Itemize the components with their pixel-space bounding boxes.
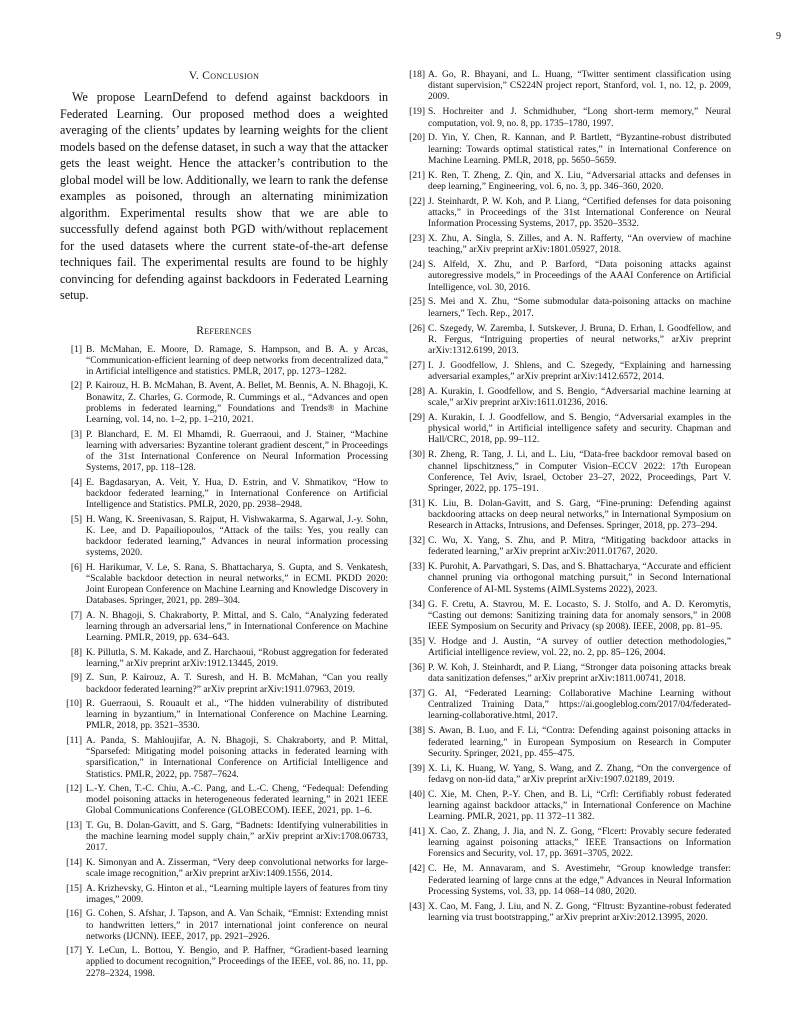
- reference-entry: [60, 858, 388, 880]
- reference-text: G. AI, “Federated Learning: Collaborative Machine Learning without Centralized Training Data,” https://ai.googleblog.com/2017/04/federated-learning-collaborative.html, 2017.: [428, 689, 731, 722]
- reference-number: [38]: [409, 726, 425, 737]
- reference-number: [8]: [70, 647, 82, 658]
- reference-number: [26]: [409, 323, 425, 334]
- reference-entry: [403, 562, 731, 596]
- reference-text: A. N. Bhagoji, S. Chakraborty, P. Mittal, and S. Calo, “Analyzing federated learning through an adversarial lens,” in International Conference on Machine Learning. PMLR, 2019, pp. 634–643.: [86, 610, 388, 644]
- reference-number: [9]: [70, 673, 82, 684]
- reference-text: I. J. Goodfellow, J. Shlens, and C. Szegedy, “Explaining and harnessing adversarial examples,” arXiv preprint arXiv:1412.6572, 2014.: [428, 360, 731, 383]
- reference-text: S. Awan, B. Luo, and F. Li, “Contra: Defending against poisoning attacks in federated learning,” in European Symposium on Research in Computer Security. Springer, 2021, pp. 455–475.: [428, 726, 731, 759]
- reference-number: [22]: [409, 196, 425, 207]
- reference-entry: [60, 699, 388, 733]
- reference-text: G. Cohen, S. Afshar, J. Tapson, and A. Van Schaik, “Emnist: Extending mnist to handwritten letters,” in 2017 international joint conference on neural networks (IJCNN). IEEE, 2017, pp. 2921–2926.: [86, 909, 388, 942]
- reference-number: [28]: [409, 386, 425, 397]
- reference-entry: [403, 499, 731, 533]
- reference-text: Z. Sun, P. Kairouz, A. T. Suresh, and H. B. McMahan, “Can you really backdoor federated learning?” arXiv preprint arXiv:1911.07963, 2019.: [86, 673, 388, 695]
- reference-entry: [60, 345, 388, 379]
- reference-number: [39]: [409, 763, 425, 774]
- reference-text: D. Yin, Y. Chen, R. Kannan, and P. Bartlett, “Byzantine-robust distributed learning: Towards optimal statistical rates,” in International Conference on Machine Learning. PMLR, 2018, pp. 5650–5659.: [428, 133, 731, 166]
- reference-number: [30]: [409, 450, 425, 461]
- reference-text: R. Guerraoui, S. Rouault et al., “The hidden vulnerability of distributed learning in byzantium,” in International Conference on Machine Learning. PMLR, 2018, pp. 3521–3530.: [86, 699, 388, 732]
- reference-text: S. Hochreiter and J. Schmidhuber, “Long short-term memory,” Neural computation, vol. 9, no. 8, pp. 1735–1780, 1997.: [428, 107, 731, 129]
- reference-entry: [403, 637, 731, 659]
- reference-number: [23]: [409, 234, 425, 245]
- reference-text: A. Go, R. Bhayani, and L. Huang, “Twitter sentiment classification using distant supervision,” CS224N project report, Stanford, vol. 1, no. 12, p. 2009, 2009.: [428, 70, 731, 103]
- reference-entry: [60, 648, 388, 670]
- reference-text: L.-Y. Chen, T.-C. Chiu, A.-C. Pang, and L.-C. Cheng, “Fedequal: Defending model poisoning attacks in heterogeneous federated learning,” in 2021 IEEE Global Communications Conference (GLOBECOM). IEEE, 2021, pp. 1–6.: [86, 784, 388, 817]
- reference-entry: [60, 563, 388, 608]
- reference-number: [31]: [409, 498, 425, 509]
- reference-text: C. Szegedy, W. Zaremba, I. Sutskever, J. Bruna, D. Erhan, I. Goodfellow, and R. Fergus, “Intriguing properties of neural networks,” arXiv preprint arXiv:1312.6199, 2013.: [428, 323, 731, 356]
- reference-text: P. Kairouz, H. B. McMahan, B. Avent, A. Bellet, M. Bennis, A. N. Bhagoji, K. Bonawitz, Z. Charles, G. Cormode, R. Cummings et al., “Advances and open problems in federated learning,” Foundations and Trends® in Machine Learning, vol. 14, no. 1–2, pp. 1–210, 2021.: [86, 381, 388, 426]
- reference-entry: [403, 107, 731, 129]
- reference-text: A. Panda, S. Mahloujifar, A. N. Bhagoji, S. Chakraborty, and P. Mittal, “Sparsefed: Mitigating model poisoning attacks in federated learning with sparsification,” in International Conference on Artificial Intelligence and Statistics. PMLR, 2022, pp. 7587–7624.: [86, 735, 388, 780]
- reference-number: [1]: [70, 344, 82, 355]
- reference-number: [34]: [409, 599, 425, 610]
- reference-entry: [403, 413, 731, 447]
- reference-entry: [403, 689, 731, 723]
- reference-entry: [403, 387, 731, 409]
- reference-text: A. Kurakin, I. Goodfellow, and S. Bengio, “Adversarial machine learning at scale,” arXiv preprint arXiv:1611.01236, 2016.: [428, 386, 731, 409]
- reference-number: [29]: [409, 413, 425, 424]
- reference-text: H. Wang, K. Sreenivasan, S. Rajput, H. Vishwakarma, S. Agarwal, J.-y. Sohn, K. Lee, and D. Papailiopoulos, “Attack of the tails: Yes, you really can backdoor federated learning,” Advances in neural information processing systems, 2020.: [86, 514, 388, 559]
- reference-text: X. Cao, Z. Zhang, J. Jia, and N. Z. Gong, “Flcert: Provably secure federated learning against poisoning attacks,” IEEE Transactions on Information Forensics and Security, vol. 17, pp. 3691–3705, 2022.: [428, 827, 731, 860]
- reference-number: [24]: [409, 260, 425, 271]
- reference-entry: [60, 381, 388, 426]
- reference-text: C. He, M. Annavaram, and S. Avestimehr, “Group knowledge transfer: Federated learning of large cnns at the edge,” Advances in Neural Information Processing Systems, vol. 33, pp. 14 068–14 080, 2020.: [428, 864, 731, 897]
- reference-entry: [403, 726, 731, 760]
- reference-entry: [403, 663, 731, 685]
- reference-entry: [403, 260, 731, 294]
- reference-number: [27]: [409, 360, 425, 371]
- reference-number: [36]: [409, 662, 425, 673]
- reference-entry: [403, 600, 731, 634]
- reference-text: B. McMahan, E. Moore, D. Ramage, S. Hampson, and B. A. y Arcas, “Communication-efficient learning of deep networks from decentralized data,” in Artificial intelligence and statistics. PMLR, 2017, pp. 1273–1282.: [86, 344, 388, 377]
- reference-text: C. Wu, X. Yang, S. Zhu, and P. Mitra, “Mitigating backdoor attacks in federated learning,” arXiv preprint arXiv:2011.01767, 2020.: [428, 536, 731, 558]
- reference-number: [19]: [409, 107, 425, 118]
- left-column: [60, 70, 388, 983]
- reference-number: [14]: [66, 857, 82, 868]
- reference-entry: [403, 902, 731, 924]
- conclusion-paragraph: We propose LearnDefend to defend against backdoors in Federated Learning. Our proposed method does a weighted averaging of the clients’ updates by learning weights for the client models based on the defense dataset, in such a way that the attacker gets the least weight. Hence the attacker’s contribution to the global model will be low. Additionally, we learn to rank the defense examples as poisoned, through an alternating minimization algorithm. Experimental results show that we are able to successfully defend against both PGD with/without replacement for the used datasets where the current state-of-the-art defense techniques fail. The experimental results are found to be highly convincing for defending against backdoors in Federated Learning setup.: [60, 90, 388, 302]
- reference-entry: [403, 790, 731, 824]
- reference-text: A. Kurakin, I. J. Goodfellow, and S. Bengio, “Adversarial examples in the physical world,” in Artificial intelligence safety and security. Chapman and Hall/CRC, 2018, pp. 99–112.: [428, 413, 731, 446]
- reference-number: [42]: [409, 864, 425, 875]
- references-heading: References: [196, 324, 252, 337]
- reference-entry: [60, 673, 388, 695]
- reference-text: A. Krizhevsky, G. Hinton et al., “Learning multiple layers of features from tiny images,” 2009.: [86, 883, 388, 905]
- reference-text: G. F. Cretu, A. Stavrou, M. E. Locasto, S. J. Stolfo, and A. D. Keromytis, “Casting out demons: Sanitizing training data for anomaly sensors,” in 2008 IEEE Symposium on Security and Privacy (sp 2008). IEEE, 2008, pp. 81–95.: [428, 599, 731, 632]
- reference-text: R. Zheng, R. Tang, J. Li, and L. Liu, “Data-free backdoor removal based on channel lipschitzness,” in Computer Vision–ECCV 2022: 17th European Conference, Tel Aviv, Israel, October 23–27, 2022, Proceedings, Part V. Springer, 2022, pp. 175–191.: [428, 450, 731, 494]
- reference-text: K. Liu, B. Dolan-Gavitt, and S. Garg, “Fine-pruning: Defending against backdooring attacks on deep neural networks,” in International Symposium on Research in Attacks, Intrusions, and Defenses. Springer, 2018, pp. 273–294.: [428, 498, 731, 532]
- reference-text: X. Li, K. Huang, W. Yang, S. Wang, and Z. Zhang, “On the convergence of fedavg on non-iid data,” arXiv preprint arXiv:1907.02189, 2019.: [428, 763, 731, 785]
- reference-text: S. Mei and X. Zhu, “Some submodular data-poisoning attacks on machine learners,” Tech. Rep., 2017.: [428, 297, 731, 319]
- reference-entry: [403, 171, 731, 193]
- reference-number: [3]: [70, 429, 82, 440]
- reference-entry: [403, 324, 731, 358]
- reference-text: H. Harikumar, V. Le, S. Rana, S. Bhattacharya, S. Gupta, and S. Venkatesh, “Scalable backdoor detection in neural networks,” in ECML PKDD 2020: Joint European Conference on Machine Learning and Knowledge Discovery in Databases. Springer, 2021, pp. 289–304.: [86, 562, 388, 607]
- reference-entry: [60, 946, 388, 980]
- reference-entry: [403, 297, 731, 319]
- reference-number: [15]: [66, 883, 82, 894]
- reference-entry: [403, 197, 731, 231]
- reference-entry: [60, 821, 388, 855]
- reference-number: [6]: [70, 562, 82, 573]
- reference-text: P. W. Koh, J. Steinhardt, and P. Liang, “Stronger data poisoning attacks break data sanitization defenses,” arXiv preprint arXiv:1811.00741, 2018.: [428, 662, 731, 685]
- reference-text: X. Zhu, A. Singla, S. Zilles, and A. N. Rafferty, “An overview of machine teaching,” arXiv preprint arXiv:1801.05927, 2018.: [428, 234, 731, 256]
- reference-entry: [60, 515, 388, 560]
- reference-text: J. Steinhardt, P. W. Koh, and P. Liang, “Certified defenses for data poisoning attacks,” in Proceedings of the 31st International Conference on Neural Information Processing Systems, 2017, pp. 3520–3532.: [428, 196, 731, 230]
- reference-number: [5]: [70, 514, 82, 525]
- reference-number: [4]: [70, 477, 82, 488]
- reference-number: [35]: [409, 636, 425, 647]
- reference-entry: [403, 764, 731, 786]
- reference-entry: [60, 430, 388, 475]
- reference-number: [37]: [409, 689, 425, 700]
- reference-text: E. Bagdasaryan, A. Veit, Y. Hua, D. Estrin, and V. Shmatikov, “How to backdoor federated learning,” in International Conference on Artificial Intelligence and Statistics. PMLR, 2020, pp. 2938–2948.: [86, 477, 388, 511]
- reference-number: [17]: [66, 946, 82, 957]
- reference-text: T. Gu, B. Dolan-Gavitt, and S. Garg, “Badnets: Identifying vulnerabilities in the machine learning model supply chain,” arXiv preprint arXiv:1708.06733, 2017.: [86, 820, 388, 854]
- reference-entry: [403, 536, 731, 558]
- reference-list-right: [403, 70, 731, 924]
- reference-number: [18]: [409, 70, 425, 80]
- reference-entry: [403, 864, 731, 898]
- reference-number: [21]: [409, 170, 425, 181]
- reference-number: [10]: [66, 699, 82, 710]
- right-column: [403, 70, 731, 928]
- reference-number: [16]: [66, 909, 82, 920]
- reference-number: [43]: [409, 901, 425, 912]
- reference-list-left: [60, 345, 388, 980]
- reference-entry: [60, 478, 388, 512]
- reference-entry: [403, 133, 731, 167]
- reference-entry: [60, 784, 388, 818]
- reference-entry: [60, 909, 388, 943]
- reference-text: X. Cao, M. Fang, J. Liu, and N. Z. Gong, “Fltrust: Byzantine-robust federated learning via trust bootstrapping,” arXiv preprint arXiv:2012.13995, 2020.: [428, 901, 731, 923]
- reference-text: K. Ren, T. Zheng, Z. Qin, and X. Liu, “Adversarial attacks and defenses in deep learning,” Engineering, vol. 6, no. 3, pp. 346–360, 2020.: [428, 170, 731, 192]
- reference-entry: [60, 611, 388, 645]
- reference-number: [2]: [70, 381, 82, 392]
- reference-text: K. Simonyan and A. Zisserman, “Very deep convolutional networks for large-scale image recognition,” arXiv preprint arXiv:1409.1556, 2014.: [86, 857, 388, 880]
- reference-text: Y. LeCun, L. Bottou, Y. Bengio, and P. Haffner, “Gradient-based learning applied to document recognition,” Proceedings of the IEEE, vol. 86, no. 11, pp. 2278–2324, 1998.: [86, 946, 388, 979]
- reference-entry: [403, 70, 731, 104]
- reference-number: [12]: [66, 784, 82, 795]
- reference-entry: [403, 827, 731, 861]
- reference-entry: [403, 361, 731, 383]
- reference-text: C. Xie, M. Chen, P.-Y. Chen, and B. Li, “Crfl: Certifiably robust federated learning against backdoor attacks,” in International Conference on Machine Learning. PMLR, 2021, pp. 11 372–11 382.: [428, 789, 731, 823]
- reference-entry: [403, 450, 731, 495]
- reference-number: [13]: [66, 820, 82, 831]
- reference-text: K. Pillutla, S. M. Kakade, and Z. Harchaoui, “Robust aggregation for federated learning,” arXiv preprint arXiv:1912.13445, 2019.: [86, 647, 388, 669]
- reference-entry: [403, 234, 731, 256]
- reference-text: P. Blanchard, E. M. El Mhamdi, R. Guerraoui, and J. Stainer, “Machine learning with adversaries: Byzantine tolerant gradient descent,” in Proceedings of the 31st International Conference on Neural Information Processing Systems, 2017, pp. 118–128.: [86, 429, 388, 474]
- reference-number: [32]: [409, 536, 425, 547]
- reference-number: [7]: [70, 610, 82, 621]
- reference-text: S. Alfeld, X. Zhu, and P. Barford, “Data poisoning attacks against autoregressive models,” in Proceedings of the AAAI Conference on Artificial Intelligence, vol. 30, 2016.: [428, 260, 731, 293]
- section-title-conclusion: V. Conclusion: [188, 70, 260, 82]
- reference-number: [33]: [409, 562, 425, 573]
- reference-text: V. Hodge and J. Austin, “A survey of outlier detection methodologies,” Artificial intelligence review, vol. 22, no. 2, pp. 85–126, 2004.: [428, 636, 731, 659]
- reference-entry: [60, 884, 388, 906]
- reference-number: [20]: [409, 133, 425, 144]
- reference-number: [41]: [409, 827, 425, 837]
- reference-number: [11]: [66, 735, 82, 746]
- reference-number: [25]: [409, 297, 425, 308]
- reference-number: [40]: [409, 789, 425, 800]
- page-number: 9: [776, 31, 781, 42]
- reference-text: K. Purohit, A. Parvathgari, S. Das, and S. Bhattacharya, “Accurate and efficient channel pruning via orthogonal matching pursuit,” in Second International Conference of AI-ML Systems (AIMLSystems 2022), 2023.: [428, 562, 731, 595]
- reference-entry: [60, 736, 388, 781]
